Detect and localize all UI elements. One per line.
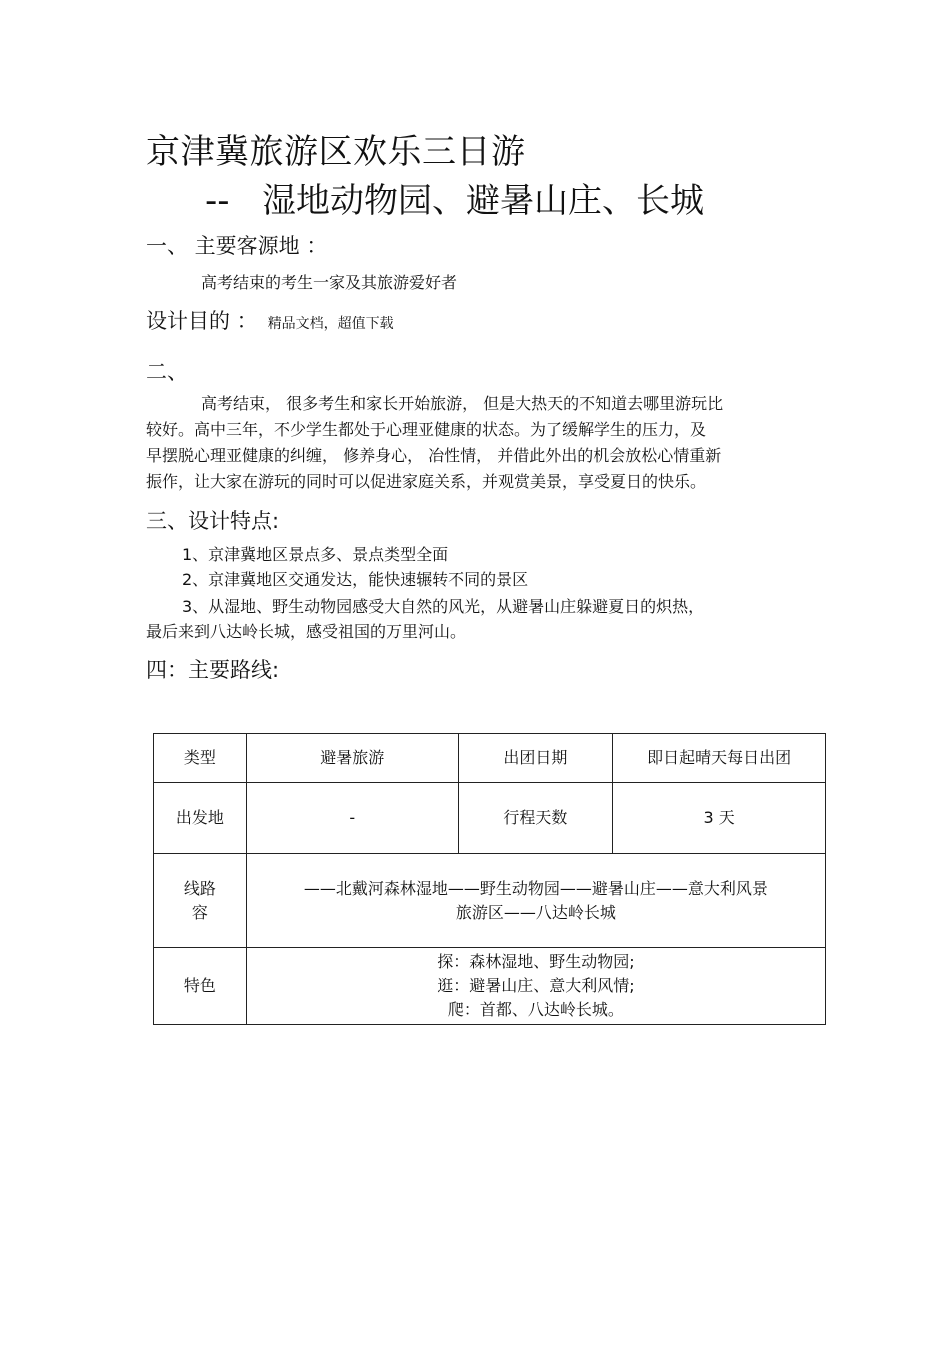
- page-subtitle: [205, 173, 704, 222]
- paragraph-line: 振作，让大家在游玩的同时可以促进家庭关系，并观赏美景，享受夏日的快乐。: [146, 472, 707, 491]
- feature-item: 3、从湿地、野生动物园感受大自然的风光，从避暑山庄躲避夏日的炽热，: [182, 597, 705, 616]
- design-goal-note: 精品文档，超值下载: [267, 316, 394, 332]
- section1-heading: 一、 主要客源地 ：: [146, 234, 328, 258]
- paragraph-line: 高考结束， 很多考生和家长开始旅游， 但是大热天的不知道去哪里游玩比: [201, 394, 724, 413]
- route-table: [153, 733, 826, 1025]
- subtitle-dash: --: [205, 181, 230, 221]
- days-value: 3 天: [613, 783, 826, 854]
- feature-item-cont: 最后来到八达岭长城，感受祖国的万里河山。: [146, 622, 467, 641]
- type-value: 避暑旅游: [246, 734, 458, 783]
- section3-heading: 三、设计特点:: [146, 509, 280, 533]
- table-row: [154, 783, 826, 854]
- depart-value: -: [246, 783, 458, 854]
- days-label: 行程天数: [458, 783, 613, 854]
- feature-label: 特色: [154, 948, 247, 1025]
- type-label: 类型: [154, 734, 247, 783]
- section4-heading: 四：主要路线:: [146, 658, 280, 682]
- section1-text: 高考结束的考生一家及其旅游爱好者: [201, 273, 458, 292]
- route-label: 线路 容: [154, 854, 247, 948]
- paragraph-line: 早摆脱心理亚健康的纠缠， 修养身心， 冶性情， 并借此外出的机会放松心情重新: [146, 446, 722, 465]
- table-row: [154, 734, 826, 783]
- design-goal: [146, 305, 394, 335]
- table-row: [154, 948, 826, 1025]
- paragraph-line: 较好。高中三年，不少学生都处于心理亚健康的状态。为了缓解学生的压力，及: [146, 420, 707, 439]
- section2-paragraph: [146, 391, 806, 495]
- page-title: 京津冀旅游区欢乐三日游: [146, 132, 526, 172]
- feature-item: 2、京津冀地区交通发达，能快速辗转不同的景区: [182, 570, 529, 589]
- table-row: [154, 854, 826, 948]
- section2-heading: 二、: [146, 360, 188, 384]
- feature-item: 1、京津冀地区景点多、景点类型全面: [182, 545, 449, 564]
- date-value: 即日起晴天每日出团: [613, 734, 826, 783]
- subtitle-text: 湿地动物园、避暑山庄、长城: [262, 181, 704, 221]
- date-label: 出团日期: [458, 734, 613, 783]
- depart-label: 出发地: [154, 783, 247, 854]
- route-value: ——北戴河森林湿地——野生动物园——避暑山庄——意大利风景 旅游区——八达岭长城: [246, 854, 825, 948]
- design-goal-heading: 设计目的 ：: [146, 309, 258, 333]
- feature-value: 探：森林湿地、野生动物园; 逛：避暑山庄、意大利风情; 爬：首都、八达岭长城。: [246, 948, 825, 1025]
